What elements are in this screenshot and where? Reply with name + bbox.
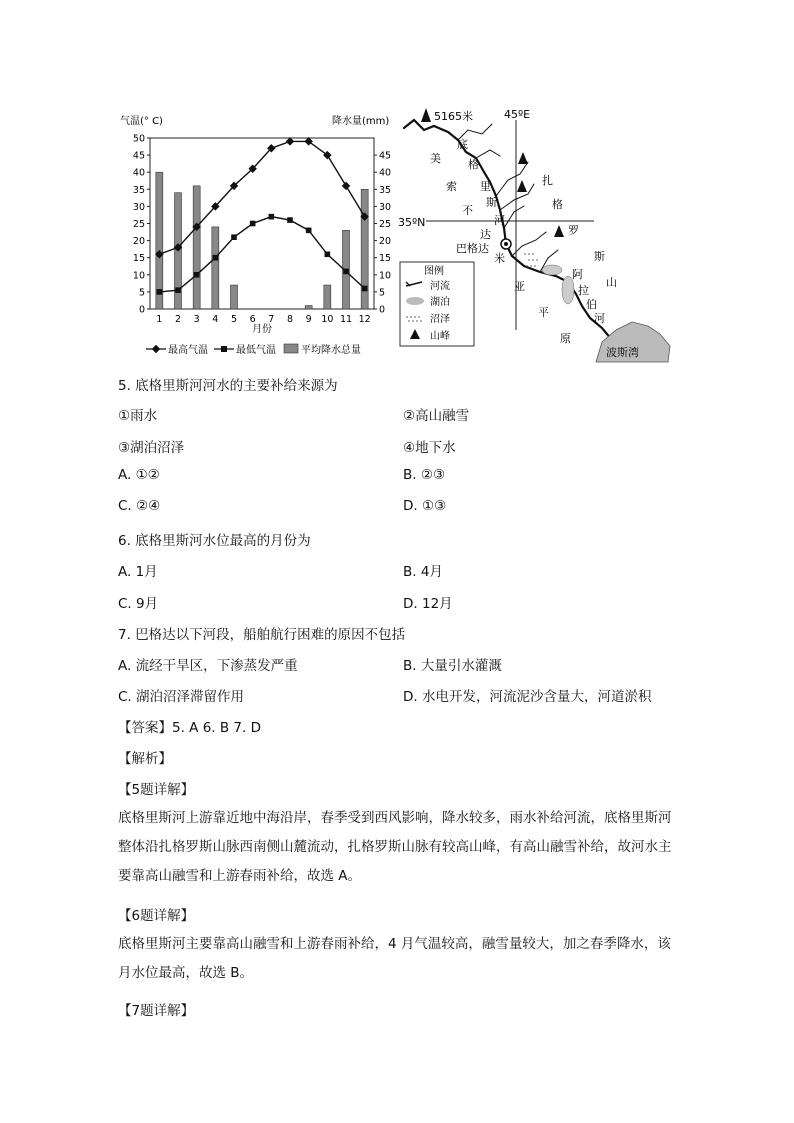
x-tick-label: 3 bbox=[193, 314, 200, 325]
plain-char: 原 bbox=[560, 332, 571, 345]
marsh-marks bbox=[524, 254, 540, 266]
x-tick-label: 2 bbox=[174, 314, 182, 325]
region-char: 亚 bbox=[514, 280, 525, 293]
y-right-tick-label: 40 bbox=[379, 167, 392, 179]
y-right-tick-label: 15 bbox=[379, 253, 392, 265]
mountain-char: 罗 bbox=[568, 224, 579, 237]
lake-shape bbox=[542, 265, 562, 275]
peak-icon-4 bbox=[554, 225, 564, 237]
legend-min-temp: 最低气温 bbox=[236, 345, 276, 356]
x-axis-label: 月份 bbox=[252, 324, 272, 335]
min-temp-point bbox=[287, 217, 293, 223]
min-temp-point bbox=[213, 255, 219, 261]
climate-chart-svg bbox=[118, 104, 392, 358]
river-char: 格 bbox=[468, 158, 479, 171]
plot-frame bbox=[150, 138, 374, 309]
legend-item: 河流 bbox=[430, 281, 450, 292]
legend-square-icon bbox=[221, 346, 227, 352]
q5-item-3: ③湖泊沼泽 bbox=[118, 440, 185, 456]
q7-stem: 7. 巴格达以下河段，船舶航行困难的原因不包括 bbox=[118, 627, 406, 643]
max-temp-line bbox=[159, 141, 364, 254]
lake-legend-icon bbox=[406, 297, 424, 305]
q5-item-4: ④地下水 bbox=[403, 440, 456, 456]
legend-precip: 平均降水总量 bbox=[301, 345, 361, 356]
q5-option-d: D. ①③ bbox=[403, 498, 447, 514]
detail-7-title: 【7题详解】 bbox=[118, 1003, 195, 1019]
analysis-label: 【解析】 bbox=[118, 751, 172, 767]
y-left-tick-label: 0 bbox=[138, 304, 145, 316]
lat-label: 35ºN bbox=[398, 216, 426, 229]
city-label: 巴格达 bbox=[456, 242, 489, 255]
x-tick-label: 9 bbox=[305, 314, 312, 325]
y-left-tick-label: 5 bbox=[138, 287, 145, 299]
river-char: 里 bbox=[480, 180, 491, 193]
q7-option-c: C. 湖泊沼泽滞留作用 bbox=[118, 689, 245, 705]
q5-option-a: A. ①② bbox=[118, 467, 160, 483]
y-left-tick-label: 25 bbox=[132, 219, 145, 230]
region-char: 索 bbox=[446, 180, 457, 193]
precip-bar bbox=[324, 285, 331, 309]
x-tick-label: 5 bbox=[230, 314, 238, 325]
detail-6-title: 【6题详解】 bbox=[118, 908, 195, 924]
y-left-tick-label: 50 bbox=[132, 133, 145, 145]
y-left-tick-label: 40 bbox=[132, 167, 145, 179]
q6-option-d: D. 12月 bbox=[403, 596, 453, 612]
q5-option-c: C. ②④ bbox=[118, 498, 161, 514]
lon-label: 45ºE bbox=[504, 108, 531, 121]
x-tick-label: 10 bbox=[321, 314, 334, 325]
y-left-tick-label: 35 bbox=[132, 184, 145, 196]
y-left-tick-label: 45 bbox=[132, 150, 145, 162]
q6-option-c: C. 9月 bbox=[118, 596, 159, 612]
region-char: 不 bbox=[462, 204, 473, 217]
river-char: 斯 bbox=[486, 196, 497, 209]
legend-item: 湖泊 bbox=[430, 297, 450, 308]
region-char: 美 bbox=[430, 152, 441, 165]
precip-bar bbox=[193, 186, 200, 309]
peak-icon-3 bbox=[517, 180, 527, 192]
y-left-tick-label: 30 bbox=[132, 201, 145, 213]
y-right-tick-label: 30 bbox=[379, 201, 392, 213]
peak-label: 5165米 bbox=[434, 110, 473, 123]
x-tick-label: 7 bbox=[268, 314, 275, 325]
precip-bar bbox=[231, 285, 238, 309]
mountain-char: 斯 bbox=[594, 250, 605, 263]
q7-option-d: D. 水电开发，河流泥沙含量大，河道淤积 bbox=[403, 689, 652, 705]
min-temp-point bbox=[194, 272, 200, 278]
min-temp-point bbox=[231, 234, 237, 240]
precip-bar bbox=[212, 227, 219, 309]
legend-bar-icon bbox=[284, 344, 298, 353]
x-tick-label: 6 bbox=[249, 314, 256, 325]
q6-stem: 6. 底格里斯河水位最高的月份为 bbox=[118, 533, 311, 549]
q5-item-2: ②高山融雪 bbox=[403, 408, 470, 424]
y-right-tick-label: 10 bbox=[379, 270, 392, 282]
region-char: 米 bbox=[494, 252, 505, 265]
peak-icon bbox=[421, 108, 431, 122]
min-temp-point bbox=[362, 286, 368, 292]
max-temp-point bbox=[342, 182, 350, 190]
plain-char: 平 bbox=[538, 306, 549, 319]
tigris-map-svg bbox=[396, 100, 696, 362]
arab-char: 伯 bbox=[586, 298, 597, 311]
q6-option-a: A. 1月 bbox=[118, 564, 158, 580]
mountain-char: 扎 bbox=[542, 174, 553, 187]
legend-diamond-icon bbox=[152, 345, 160, 353]
y-right-label: 降水量(mm) bbox=[332, 116, 390, 127]
q5-item-1: ①雨水 bbox=[118, 408, 158, 424]
x-tick-label: 1 bbox=[156, 314, 163, 325]
q5-option-b: B. ②③ bbox=[403, 467, 446, 483]
min-temp-line bbox=[159, 217, 364, 292]
river-char: 河 bbox=[494, 214, 505, 227]
x-tick-label: 12 bbox=[358, 314, 371, 325]
mountain-char: 山 bbox=[606, 276, 617, 289]
arab-char: 河 bbox=[594, 312, 605, 325]
arab-char: 阿 bbox=[572, 268, 583, 281]
tigris-map bbox=[396, 100, 696, 362]
peak-icon-2 bbox=[518, 152, 528, 164]
y-right-tick-label: 20 bbox=[379, 236, 392, 248]
min-temp-point bbox=[157, 289, 163, 295]
answer-line: 【答案】5. A 6. B 7. D bbox=[118, 720, 261, 736]
y-right-tick-label: 35 bbox=[379, 184, 392, 196]
gulf-label: 波斯湾 bbox=[606, 346, 639, 359]
min-temp-point bbox=[269, 214, 275, 220]
y-left-label: 气温(° C) bbox=[120, 116, 163, 127]
precip-bar bbox=[156, 172, 163, 309]
legend-item: 沼泽 bbox=[430, 314, 450, 325]
q6-option-b: B. 4月 bbox=[403, 564, 443, 580]
detail-5-text: 底格里斯河上游靠近地中海沿岸，春季受到西风影响，降水较多，雨水补给河流，底格里斯河整体沿扎格罗斯山脉西南侧山麓流动，扎格罗斯山脉有较高山峰，有高山融雪补给，故河水主要靠高山融雪和上游春雨补给，故选 A。 bbox=[118, 810, 672, 884]
legend-max-temp: 最高气温 bbox=[168, 345, 208, 356]
min-temp-point bbox=[175, 287, 181, 293]
y-right-tick-label: 25 bbox=[379, 219, 392, 230]
precip-bar bbox=[305, 306, 312, 309]
y-left-tick-label: 15 bbox=[132, 253, 145, 265]
legend-title: 图例 bbox=[424, 266, 444, 277]
x-tick-label: 11 bbox=[339, 314, 353, 325]
y-left-tick-label: 20 bbox=[132, 236, 145, 248]
q7-option-b: B. 大量引水灌溉 bbox=[403, 658, 502, 674]
arab-char: 拉 bbox=[578, 284, 589, 297]
min-temp-point bbox=[306, 228, 312, 234]
min-temp-point bbox=[325, 251, 331, 257]
y-right-tick-label: 5 bbox=[379, 287, 386, 299]
x-tick-label: 4 bbox=[212, 314, 219, 325]
x-tick-label: 8 bbox=[286, 314, 294, 325]
min-temp-point bbox=[250, 221, 256, 227]
q7-option-a: A. 流经干旱区，下渗蒸发严重 bbox=[118, 658, 298, 674]
detail-6-text: 底格里斯河主要靠高山融雪和上游春雨补给，4 月气温较高，融雪量较大，加之春季降水，该月水位最高，故选 B。 bbox=[118, 936, 671, 981]
legend-item: 山峰 bbox=[430, 331, 450, 342]
chart-legend bbox=[146, 343, 361, 356]
min-temp-point bbox=[343, 269, 349, 275]
y-right-tick-label: 45 bbox=[379, 150, 392, 162]
detail-5-title: 【5题详解】 bbox=[118, 782, 195, 798]
river-char: 底 bbox=[457, 138, 468, 151]
region-char: 达 bbox=[480, 228, 491, 241]
y-right-tick-label: 0 bbox=[379, 304, 386, 316]
mountain-char: 格 bbox=[552, 198, 563, 211]
q5-stem: 5. 底格里斯河河水的主要补给来源为 bbox=[118, 378, 338, 394]
y-left-tick-label: 10 bbox=[132, 270, 145, 282]
climate-chart bbox=[118, 104, 392, 358]
